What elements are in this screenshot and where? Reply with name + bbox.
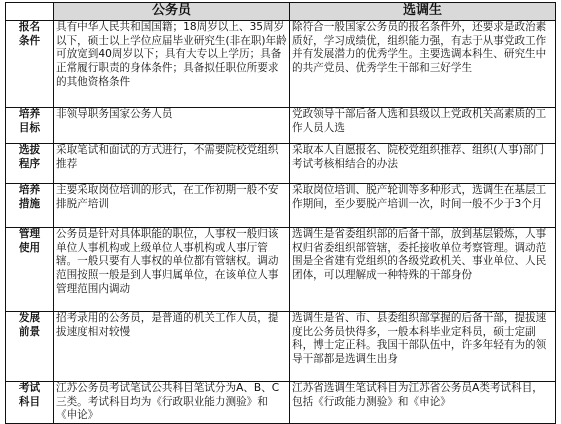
row-header-goal <box>6 108 54 144</box>
row-header-line: 科目 <box>18 395 41 408</box>
table-row <box>6 184 556 228</box>
selected-graduate-cell: 江苏省选调生笔试科目为江苏省公务员A类考试科目，包括《行政能力测验》和《申论》 <box>290 382 556 424</box>
comparison-table <box>5 2 556 424</box>
table-row <box>6 144 556 184</box>
row-header-selection <box>6 144 54 184</box>
row-header-line: 前景 <box>18 325 41 338</box>
row-header-registration <box>6 21 54 108</box>
row-header-line: 培养 <box>18 184 41 196</box>
selected-graduate-cell: 采取岗位培训、脱产轮训等多种形式，选调生在基层工作期间，至少要脱产培训一次，时间一般不少于3个月 <box>290 184 556 228</box>
row-header-line: 目标 <box>18 121 41 134</box>
column-header-civil-servant: 公务员 <box>54 3 290 21</box>
table-row <box>6 228 556 312</box>
civil-servant-cell: 非领导职务国家公务人员 <box>54 108 290 144</box>
selected-graduate-cell: 选调生是省委组织部的后备干部，放到基层锻炼，人事权归省委组织部管辖，委托接收单位考察管理。调动范围是全省建有党组织的各级党政机关、事业单位、人民团体，可以理解成一种特殊的干部身份 <box>290 228 556 312</box>
civil-servant-cell: 招考录用的公务员，是普通的机关工作人员，提拔速度相对较慢 <box>54 312 290 382</box>
row-header-line: 选拔 <box>18 144 41 156</box>
row-header-line: 措施 <box>18 197 41 210</box>
row-header-training <box>6 184 54 228</box>
corner-header <box>6 3 54 21</box>
selected-graduate-cell: 党政领导干部后备人选和县级以上党政机关高素质的工作人员人选 <box>290 108 556 144</box>
row-header-line: 条件 <box>18 34 41 47</box>
row-header-line: 使用 <box>18 241 41 254</box>
civil-servant-cell: 具有中华人民共和国国籍；18周岁以上、35周岁以下，硕士以上学位应届毕业研究生(非在职)年龄可放宽到40周岁以下；具有大专以上学历；具备正常履行职责的身体条件；具备拟任职位所要求的其他资格条件 <box>54 21 290 108</box>
row-header-line: 考试 <box>18 382 41 394</box>
civil-servant-cell: 主要采取岗位培训的形式，在工作初期一般不安排脱产培训 <box>54 184 290 228</box>
selected-graduate-cell: 除符合一般国家公务员的报名条件外，还要求是政治素质好，学习成绩优，组织能力强，有志于从事党政工作并有发展潜力的优秀学生。主要选调本科生、研究生中的共产党员、优秀学生干部和三好学生 <box>290 21 556 108</box>
civil-servant-cell: 采取笔试和面试的方式进行，不需要院校党组织推荐 <box>54 144 290 184</box>
row-header-line: 发展 <box>18 312 41 324</box>
table-header-row <box>6 3 556 21</box>
row-header-line: 培养 <box>18 108 41 120</box>
row-header-management <box>6 228 54 312</box>
table-row <box>6 108 556 144</box>
civil-servant-cell: 公务员是针对具体职能的职位，人事权一般归该单位人事机构或上级单位人事机构或人事厅管辖。一般只要有人事权的单位都有管辖权。调动范围按照一般是到人事归属单位，在该单位人事管理范围内调动 <box>54 228 290 312</box>
selected-graduate-cell: 采取本人自愿报名、院校党组织推荐、组织(人事)部门考试考核相结合的办法 <box>290 144 556 184</box>
table-row <box>6 312 556 382</box>
civil-servant-cell: 江苏公务员考试笔试公共科目笔试分为A、B、C三类。考试科目均为《行政职业能力测验》和《申论》 <box>54 382 290 424</box>
column-header-selected-graduate: 选调生 <box>290 3 556 21</box>
row-header-exam-subjects <box>6 382 54 424</box>
row-header-prospects <box>6 312 54 382</box>
table-row <box>6 21 556 108</box>
row-header-line: 管理 <box>18 228 41 240</box>
row-header-line: 程序 <box>18 157 41 170</box>
table-row <box>6 382 556 424</box>
row-header-line: 报名 <box>18 21 41 33</box>
selected-graduate-cell: 选调生是省、市、县委组织部掌握的后备干部，提拔速度比公务员快得多，一般本科毕业定科员，硕士定副科，博士定正科。我国干部队伍中，许多年轻有为的领导干部都是选调生出身 <box>290 312 556 382</box>
